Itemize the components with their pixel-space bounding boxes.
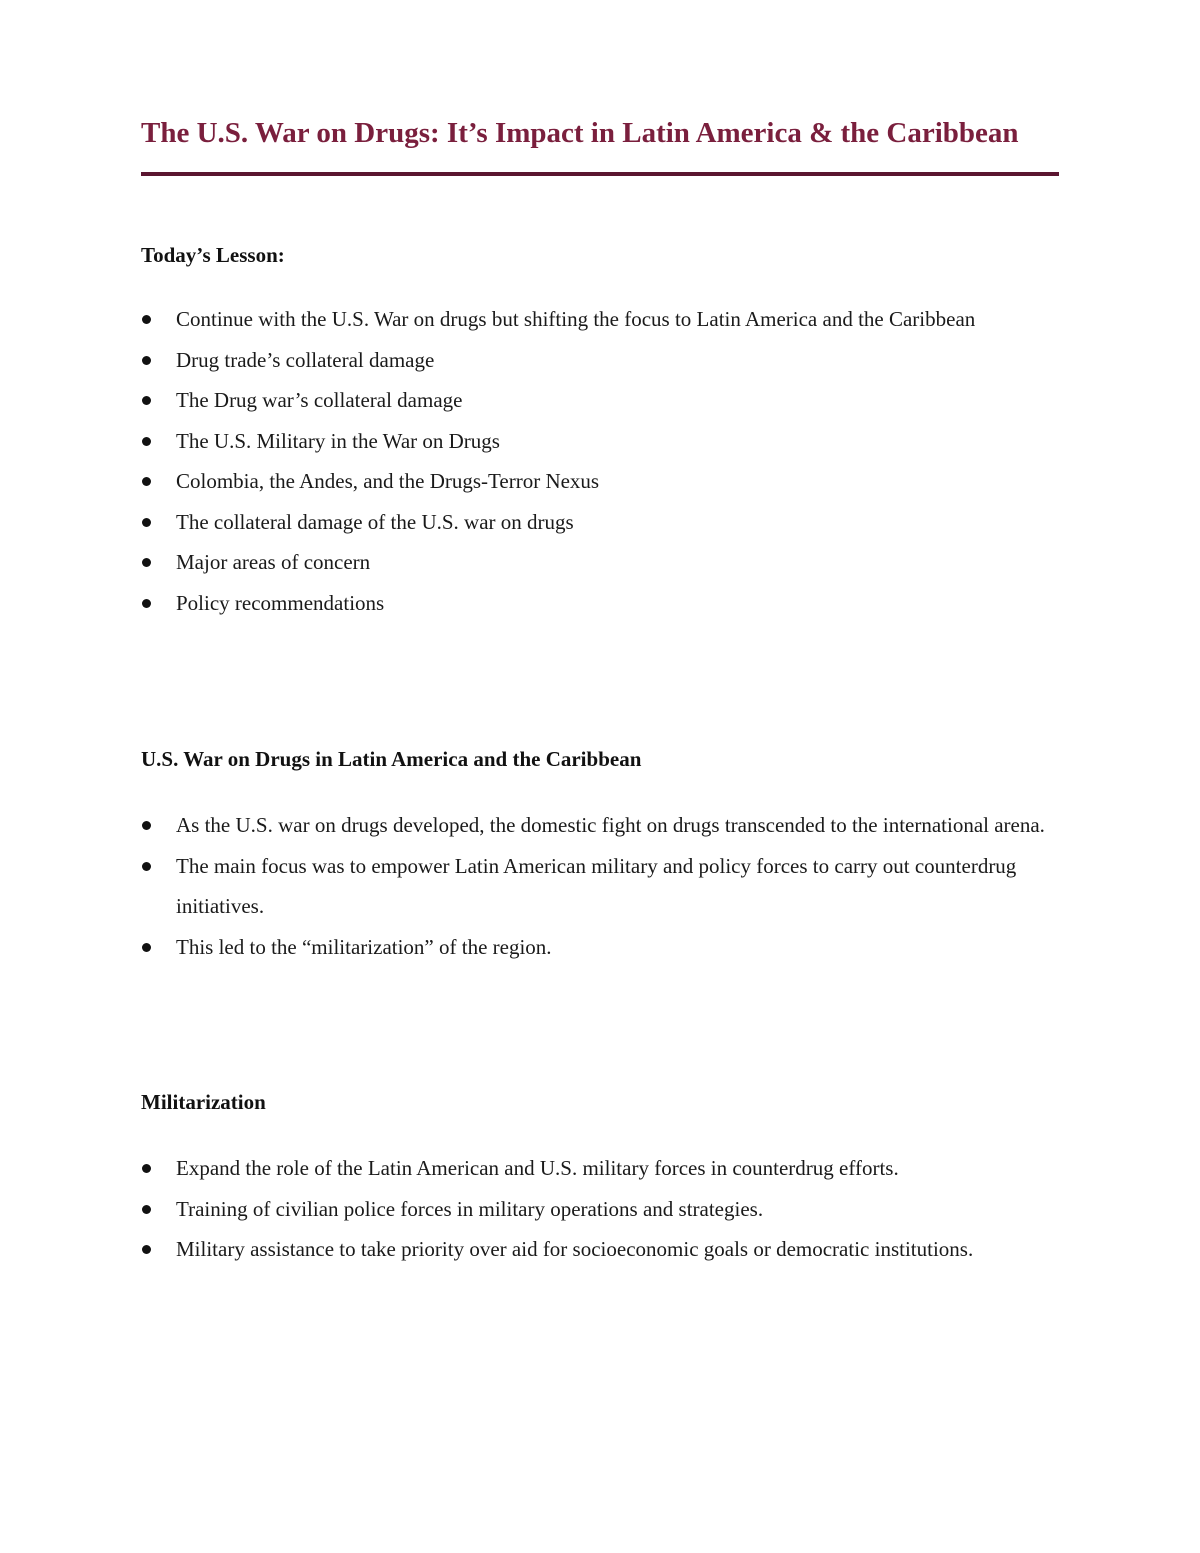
- list-item-text: The Drug war’s collateral damage: [176, 388, 463, 412]
- list-item-text: Major areas of concern: [176, 550, 371, 574]
- list-item-text: The U.S. Military in the War on Drugs: [176, 428, 500, 453]
- title-divider: [141, 172, 1059, 176]
- bullet-icon: [142, 862, 151, 871]
- list-item-text: Colombia, the Andes, and the Drugs-Terror Nexus: [176, 469, 600, 493]
- bullet-icon: [142, 356, 151, 365]
- bullet-icon: [142, 437, 151, 446]
- list-item-text: The main focus was to empower Latin American military and policy forces to carry out counterdrug initiatives.: [176, 853, 1017, 918]
- bullet-list: [141, 299, 1059, 623]
- list-item: [141, 846, 1059, 927]
- list-item: [141, 1148, 1059, 1189]
- list-item: [141, 1189, 1059, 1230]
- list-item: [141, 340, 1059, 381]
- list-item-text: Drug trade’s collateral damage: [176, 347, 435, 372]
- list-item: [141, 380, 1059, 421]
- list-item: [141, 542, 1059, 583]
- section-heading: U.S. War on Drugs in Latin America and the Caribbean: [141, 747, 642, 771]
- section-todays-lesson: [141, 240, 1059, 623]
- list-item-text: Continue with the U.S. War on drugs but shifting the focus to Latin America and the Caribbean: [176, 307, 976, 331]
- bullet-icon: [142, 477, 151, 486]
- list-item-text: Training of civilian police forces in military operations and strategies.: [176, 1196, 764, 1221]
- bullet-icon: [142, 599, 151, 608]
- list-item: [141, 299, 1059, 340]
- bullet-icon: [142, 518, 151, 527]
- list-item-text: Policy recommendations: [176, 590, 385, 615]
- list-item-text: As the U.S. war on drugs developed, the domestic fight on drugs transcended to the international arena.: [176, 813, 1045, 837]
- bullet-icon: [142, 396, 151, 405]
- list-item-text: Military assistance to take priority over aid for socioeconomic goals or democratic institutions.: [176, 1237, 974, 1261]
- bullet-icon: [142, 558, 151, 567]
- bullet-icon: [142, 1164, 151, 1173]
- section-militarization: [141, 1087, 1059, 1270]
- document-title: The U.S. War on Drugs: It’s Impact in Latin America & the Caribbean: [141, 117, 1019, 149]
- list-item: [141, 1229, 1059, 1270]
- section-heading: Today’s Lesson:: [141, 243, 285, 267]
- list-item: [141, 927, 1059, 968]
- list-item: [141, 421, 1059, 462]
- list-item-text: This led to the “militarization” of the region.: [176, 934, 552, 959]
- bullet-icon: [142, 821, 151, 830]
- section-latin-america: [141, 744, 1059, 967]
- bullet-icon: [142, 315, 151, 324]
- list-item: [141, 805, 1059, 846]
- list-item-text: The collateral damage of the U.S. war on drugs: [176, 509, 574, 534]
- bullet-icon: [142, 943, 151, 952]
- list-item-text: Expand the role of the Latin American and U.S. military forces in counterdrug efforts.: [176, 1156, 899, 1180]
- list-item: [141, 583, 1059, 624]
- list-item: [141, 461, 1059, 502]
- bullet-icon: [142, 1245, 151, 1254]
- section-heading: Militarization: [141, 1090, 266, 1114]
- bullet-list: [141, 1148, 1059, 1270]
- bullet-list: [141, 805, 1059, 967]
- list-item: [141, 502, 1059, 543]
- bullet-icon: [142, 1205, 151, 1214]
